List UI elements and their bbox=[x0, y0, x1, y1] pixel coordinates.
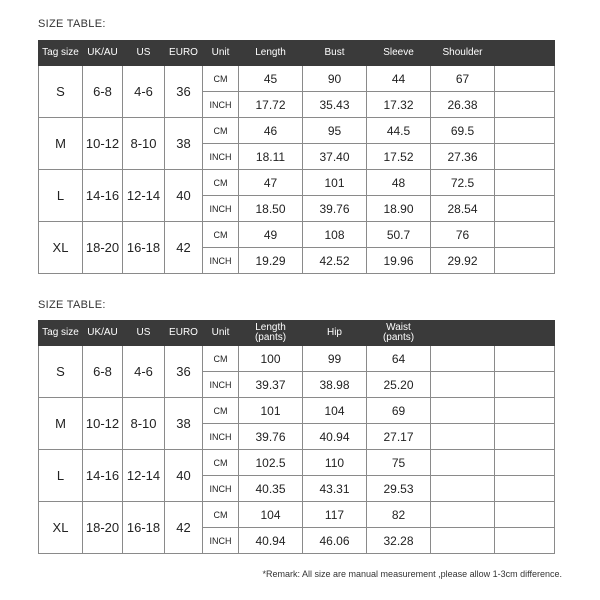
measurement-cell: 76 bbox=[431, 222, 495, 248]
measurement-cell: 17.72 bbox=[239, 92, 303, 118]
unit-cell: CM bbox=[203, 66, 239, 92]
measurement-cell: 27.36 bbox=[431, 144, 495, 170]
measurement-cell: 44 bbox=[367, 66, 431, 92]
uk-au-cell: 14-16 bbox=[83, 450, 123, 502]
euro-size-cell: 38 bbox=[165, 398, 203, 450]
column-header: Tag size bbox=[39, 321, 83, 346]
measurement-cell: 38.98 bbox=[303, 372, 367, 398]
measurement-cell: 44.5 bbox=[367, 118, 431, 144]
measurement-cell: 72.5 bbox=[431, 170, 495, 196]
measurement-cell: 67 bbox=[431, 66, 495, 92]
measurement-cell bbox=[495, 372, 555, 398]
measurement-cell: 29.92 bbox=[431, 248, 495, 274]
uk-au-cell: 10-12 bbox=[83, 118, 123, 170]
measurement-cell bbox=[431, 502, 495, 528]
column-header: US bbox=[123, 321, 165, 346]
measurement-cell bbox=[431, 450, 495, 476]
measurement-cell bbox=[495, 92, 555, 118]
measurement-cell: 40.35 bbox=[239, 476, 303, 502]
measurement-cell: 17.32 bbox=[367, 92, 431, 118]
column-header: EURO bbox=[165, 321, 203, 346]
us-size-cell: 16-18 bbox=[123, 222, 165, 274]
measurement-cell: 48 bbox=[367, 170, 431, 196]
measurement-cell: 101 bbox=[239, 398, 303, 424]
table-row bbox=[39, 398, 555, 424]
euro-size-cell: 42 bbox=[165, 222, 203, 274]
measurement-cell: 50.7 bbox=[367, 222, 431, 248]
measurement-cell: 18.90 bbox=[367, 196, 431, 222]
measurement-cell: 99 bbox=[303, 346, 367, 372]
measurement-cell: 29.53 bbox=[367, 476, 431, 502]
measurement-cell bbox=[495, 170, 555, 196]
uk-au-cell: 18-20 bbox=[83, 222, 123, 274]
measurement-cell bbox=[431, 398, 495, 424]
unit-cell: INCH bbox=[203, 476, 239, 502]
measurement-cell: 43.31 bbox=[303, 476, 367, 502]
column-header: Shoulder bbox=[431, 41, 495, 66]
column-header: Tag size bbox=[39, 41, 83, 66]
measurement-cell: 102.5 bbox=[239, 450, 303, 476]
measurement-cell bbox=[495, 528, 555, 554]
measurement-cell: 75 bbox=[367, 450, 431, 476]
table-row bbox=[39, 450, 555, 476]
measurement-cell bbox=[495, 118, 555, 144]
column-header: Length bbox=[239, 41, 303, 66]
measurement-cell: 37.40 bbox=[303, 144, 367, 170]
uk-au-cell: 18-20 bbox=[83, 502, 123, 554]
us-size-cell: 8-10 bbox=[123, 118, 165, 170]
measurement-cell: 27.17 bbox=[367, 424, 431, 450]
measurement-cell: 17.52 bbox=[367, 144, 431, 170]
measurement-cell: 104 bbox=[303, 398, 367, 424]
table-row bbox=[39, 118, 555, 144]
measurement-cell: 46 bbox=[239, 118, 303, 144]
table-row bbox=[39, 66, 555, 92]
size-table-title-1: SIZE TABLE: bbox=[38, 18, 106, 30]
unit-cell: CM bbox=[203, 398, 239, 424]
euro-size-cell: 36 bbox=[165, 66, 203, 118]
unit-cell: CM bbox=[203, 170, 239, 196]
table-row bbox=[39, 502, 555, 528]
euro-size-cell: 38 bbox=[165, 118, 203, 170]
column-header bbox=[431, 321, 495, 346]
remark-note: *Remark: All size are manual measurement ,please allow 1-3cm difference. bbox=[262, 569, 562, 579]
measurement-cell bbox=[431, 346, 495, 372]
unit-cell: CM bbox=[203, 502, 239, 528]
measurement-cell: 108 bbox=[303, 222, 367, 248]
measurement-cell: 64 bbox=[367, 346, 431, 372]
column-header: Hip bbox=[303, 321, 367, 346]
column-header: Length (pants) bbox=[239, 321, 303, 346]
uk-au-cell: 10-12 bbox=[83, 398, 123, 450]
tag-size-cell: L bbox=[39, 450, 83, 502]
measurement-cell bbox=[431, 528, 495, 554]
measurement-cell: 45 bbox=[239, 66, 303, 92]
measurement-cell bbox=[495, 398, 555, 424]
us-size-cell: 12-14 bbox=[123, 170, 165, 222]
uk-au-cell: 6-8 bbox=[83, 66, 123, 118]
us-size-cell: 4-6 bbox=[123, 66, 165, 118]
measurement-cell bbox=[495, 502, 555, 528]
measurement-cell: 32.28 bbox=[367, 528, 431, 554]
us-size-cell: 8-10 bbox=[123, 398, 165, 450]
column-header: Bust bbox=[303, 41, 367, 66]
measurement-cell bbox=[431, 424, 495, 450]
measurement-cell: 82 bbox=[367, 502, 431, 528]
us-size-cell: 4-6 bbox=[123, 346, 165, 398]
unit-cell: INCH bbox=[203, 248, 239, 274]
measurement-cell: 39.76 bbox=[239, 424, 303, 450]
tag-size-cell: M bbox=[39, 398, 83, 450]
column-header bbox=[495, 41, 555, 66]
measurement-cell bbox=[495, 476, 555, 502]
euro-size-cell: 40 bbox=[165, 450, 203, 502]
measurement-cell: 18.11 bbox=[239, 144, 303, 170]
column-header: UK/AU bbox=[83, 321, 123, 346]
us-size-cell: 12-14 bbox=[123, 450, 165, 502]
uk-au-cell: 6-8 bbox=[83, 346, 123, 398]
tag-size-cell: XL bbox=[39, 502, 83, 554]
measurement-cell: 104 bbox=[239, 502, 303, 528]
measurement-cell: 69.5 bbox=[431, 118, 495, 144]
tag-size-cell: S bbox=[39, 346, 83, 398]
measurement-cell: 35.43 bbox=[303, 92, 367, 118]
measurement-cell: 47 bbox=[239, 170, 303, 196]
measurement-cell: 90 bbox=[303, 66, 367, 92]
euro-size-cell: 42 bbox=[165, 502, 203, 554]
tag-size-cell: M bbox=[39, 118, 83, 170]
measurement-cell: 40.94 bbox=[239, 528, 303, 554]
column-header bbox=[495, 321, 555, 346]
header-row bbox=[39, 41, 555, 66]
tag-size-cell: XL bbox=[39, 222, 83, 274]
measurement-cell: 19.96 bbox=[367, 248, 431, 274]
column-header: Unit bbox=[203, 41, 239, 66]
measurement-cell: 100 bbox=[239, 346, 303, 372]
unit-cell: INCH bbox=[203, 196, 239, 222]
unit-cell: INCH bbox=[203, 144, 239, 170]
column-header: Waist (pants) bbox=[367, 321, 431, 346]
tag-size-cell: L bbox=[39, 170, 83, 222]
measurement-cell: 95 bbox=[303, 118, 367, 144]
measurement-cell bbox=[431, 372, 495, 398]
unit-cell: CM bbox=[203, 346, 239, 372]
measurement-cell bbox=[431, 476, 495, 502]
unit-cell: INCH bbox=[203, 424, 239, 450]
measurement-cell: 39.76 bbox=[303, 196, 367, 222]
measurement-cell: 101 bbox=[303, 170, 367, 196]
size-table-1 bbox=[38, 40, 555, 274]
measurement-cell bbox=[495, 248, 555, 274]
us-size-cell: 16-18 bbox=[123, 502, 165, 554]
measurement-cell: 42.52 bbox=[303, 248, 367, 274]
column-header: UK/AU bbox=[83, 41, 123, 66]
unit-cell: INCH bbox=[203, 528, 239, 554]
euro-size-cell: 36 bbox=[165, 346, 203, 398]
measurement-cell bbox=[495, 196, 555, 222]
column-header: US bbox=[123, 41, 165, 66]
measurement-cell: 25.20 bbox=[367, 372, 431, 398]
table-row bbox=[39, 170, 555, 196]
measurement-cell: 46.06 bbox=[303, 528, 367, 554]
column-header: Sleeve bbox=[367, 41, 431, 66]
column-header: EURO bbox=[165, 41, 203, 66]
measurement-cell bbox=[495, 424, 555, 450]
measurement-cell bbox=[495, 222, 555, 248]
unit-cell: CM bbox=[203, 222, 239, 248]
measurement-cell: 39.37 bbox=[239, 372, 303, 398]
table-row bbox=[39, 222, 555, 248]
measurement-cell: 110 bbox=[303, 450, 367, 476]
table-row bbox=[39, 346, 555, 372]
measurement-cell: 69 bbox=[367, 398, 431, 424]
size-table-title-2: SIZE TABLE: bbox=[38, 299, 106, 311]
size-table-2 bbox=[38, 320, 555, 554]
uk-au-cell: 14-16 bbox=[83, 170, 123, 222]
measurement-cell bbox=[495, 66, 555, 92]
euro-size-cell: 40 bbox=[165, 170, 203, 222]
measurement-cell: 26.38 bbox=[431, 92, 495, 118]
unit-cell: INCH bbox=[203, 372, 239, 398]
measurement-cell: 28.54 bbox=[431, 196, 495, 222]
measurement-cell: 49 bbox=[239, 222, 303, 248]
measurement-cell: 18.50 bbox=[239, 196, 303, 222]
measurement-cell bbox=[495, 346, 555, 372]
measurement-cell: 19.29 bbox=[239, 248, 303, 274]
column-header: Unit bbox=[203, 321, 239, 346]
measurement-cell bbox=[495, 144, 555, 170]
measurement-cell bbox=[495, 450, 555, 476]
unit-cell: CM bbox=[203, 450, 239, 476]
unit-cell: INCH bbox=[203, 92, 239, 118]
unit-cell: CM bbox=[203, 118, 239, 144]
measurement-cell: 40.94 bbox=[303, 424, 367, 450]
tag-size-cell: S bbox=[39, 66, 83, 118]
header-row bbox=[39, 321, 555, 346]
measurement-cell: 117 bbox=[303, 502, 367, 528]
